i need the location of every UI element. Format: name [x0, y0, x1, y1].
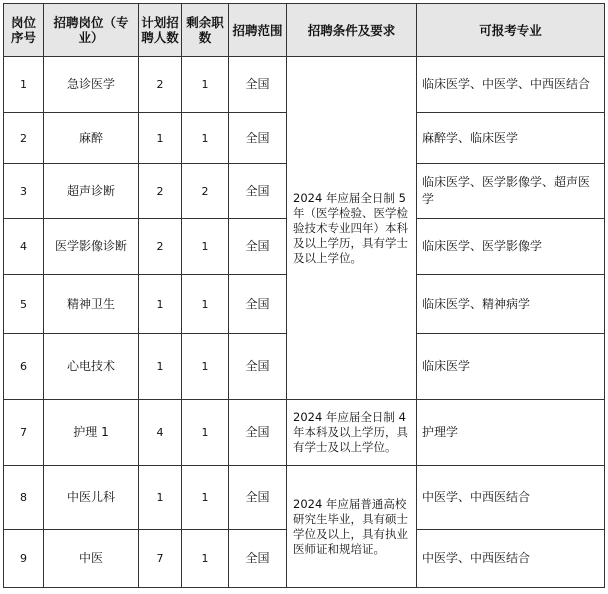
plan-count-cell: 1 — [139, 113, 182, 164]
plan-count-cell: 1 — [139, 275, 182, 334]
scope-cell: 全国 — [229, 466, 287, 530]
header-majors: 可报考专业 — [417, 4, 605, 57]
remaining-cell: 1 — [182, 400, 229, 466]
requirements-cell: 2024 年应届全日制 5 年（医学检验、医学检验技术专业四年）本科及以上学历，具有学士及以上学位。 — [287, 57, 417, 400]
scope-cell: 全国 — [229, 334, 287, 400]
post-no-cell: 1 — [4, 57, 44, 113]
scope-cell: 全国 — [229, 530, 287, 588]
post-no-cell: 7 — [4, 400, 44, 466]
header-requirements: 招聘条件及要求 — [287, 4, 417, 57]
header-row — [4, 4, 605, 57]
post-name-cell: 心电技术 — [44, 334, 139, 400]
table-row — [4, 57, 605, 113]
remaining-cell: 1 — [182, 530, 229, 588]
majors-cell: 临床医学、中医学、中西医结合 — [417, 57, 605, 113]
header-plan-count: 计划招聘人数 — [139, 4, 182, 57]
plan-count-cell: 1 — [139, 466, 182, 530]
post-no-cell: 8 — [4, 466, 44, 530]
remaining-cell: 1 — [182, 334, 229, 400]
remaining-cell: 2 — [182, 164, 229, 219]
table-row — [4, 400, 605, 466]
remaining-cell: 1 — [182, 57, 229, 113]
majors-cell: 临床医学 — [417, 334, 605, 400]
requirements-cell: 2024 年应届全日制 4 年本科及以上学历，具有学士及以上学位。 — [287, 400, 417, 466]
post-name-cell: 超声诊断 — [44, 164, 139, 219]
plan-count-cell: 7 — [139, 530, 182, 588]
majors-cell: 临床医学、医学影像学 — [417, 219, 605, 275]
recruitment-table — [3, 3, 605, 588]
post-name-cell: 中医 — [44, 530, 139, 588]
header-remaining: 剩余职数 — [182, 4, 229, 57]
requirements-cell: 2024 年应届普通高校研究生毕业，具有硕士学位及以上，具有执业医师证和规培证。 — [287, 466, 417, 588]
scope-cell: 全国 — [229, 400, 287, 466]
post-name-cell: 护理 1 — [44, 400, 139, 466]
plan-count-cell: 2 — [139, 219, 182, 275]
plan-count-cell: 2 — [139, 57, 182, 113]
plan-count-cell: 4 — [139, 400, 182, 466]
remaining-cell: 1 — [182, 275, 229, 334]
scope-cell: 全国 — [229, 113, 287, 164]
plan-count-cell: 2 — [139, 164, 182, 219]
remaining-cell: 1 — [182, 113, 229, 164]
post-name-cell: 精神卫生 — [44, 275, 139, 334]
majors-cell: 临床医学、医学影像学、超声医学 — [417, 164, 605, 219]
table-row — [4, 466, 605, 530]
post-no-cell: 4 — [4, 219, 44, 275]
post-no-cell: 6 — [4, 334, 44, 400]
scope-cell: 全国 — [229, 57, 287, 113]
post-name-cell: 急诊医学 — [44, 57, 139, 113]
majors-cell: 中医学、中西医结合 — [417, 466, 605, 530]
majors-cell: 中医学、中西医结合 — [417, 530, 605, 588]
remaining-cell: 1 — [182, 219, 229, 275]
scope-cell: 全国 — [229, 275, 287, 334]
header-post-name: 招聘岗位（专业） — [44, 4, 139, 57]
post-name-cell: 麻醉 — [44, 113, 139, 164]
post-name-cell: 医学影像诊断 — [44, 219, 139, 275]
post-name-cell: 中医儿科 — [44, 466, 139, 530]
majors-cell: 临床医学、精神病学 — [417, 275, 605, 334]
remaining-cell: 1 — [182, 466, 229, 530]
header-post-no: 岗位序号 — [4, 4, 44, 57]
majors-cell: 麻醉学、临床医学 — [417, 113, 605, 164]
plan-count-cell: 1 — [139, 334, 182, 400]
majors-cell: 护理学 — [417, 400, 605, 466]
header-scope: 招聘范围 — [229, 4, 287, 57]
post-no-cell: 5 — [4, 275, 44, 334]
post-no-cell: 9 — [4, 530, 44, 588]
scope-cell: 全国 — [229, 219, 287, 275]
post-no-cell: 3 — [4, 164, 44, 219]
scope-cell: 全国 — [229, 164, 287, 219]
post-no-cell: 2 — [4, 113, 44, 164]
